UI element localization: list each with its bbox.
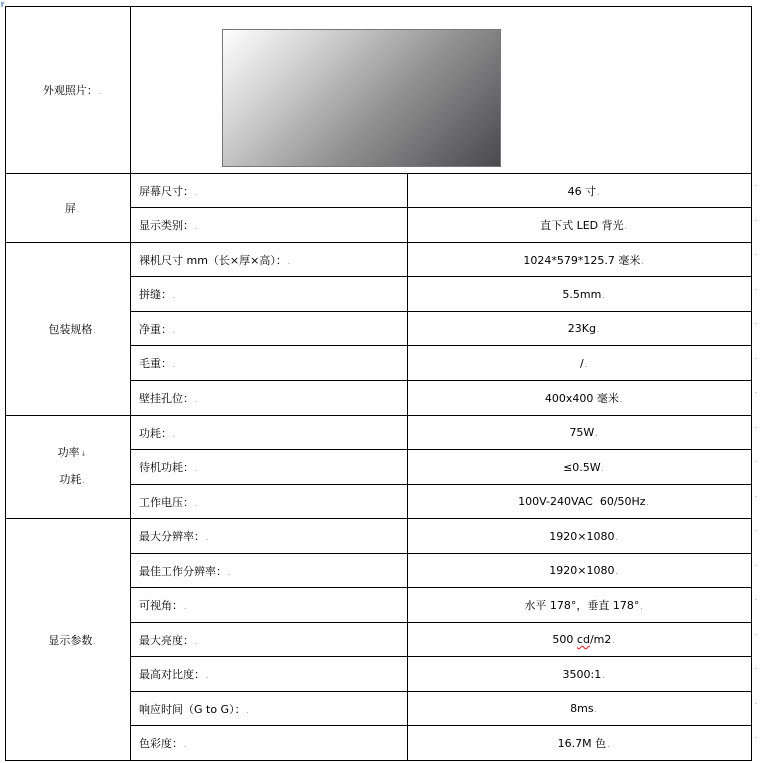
product-photo [222,29,501,167]
table-row [6,174,752,208]
spec-value: 5.5mm. [408,277,752,312]
spec-value: 16.7M 色. [408,726,752,761]
spec-label: 屏幕尺寸：. [131,174,408,208]
spec-value: 400x400 毫米. [408,381,752,416]
spec-label: 功耗：. [131,416,408,450]
page-corner-mark: ╔ [0,0,5,7]
spec-value: 46 寸. [408,174,752,208]
spec-label: 工作电压：. [131,485,408,519]
spec-value: 500 cd/m2. [408,623,752,657]
spec-value: 1920×1080. [408,519,752,554]
spec-table [5,6,752,761]
spec-value: 75W. [408,416,752,450]
spec-label: 响应时间（G to G）：. [131,692,408,726]
category-display: 显示参数. [6,519,131,761]
spec-value: 8ms. [408,692,752,726]
spec-label: 裸机尺寸 mm（长×厚×高）：. [131,243,408,277]
category-screen: 屏. [6,174,131,243]
spec-label: 壁挂孔位：. [131,381,408,416]
spec-value: 1920×1080. [408,554,752,588]
spec-value: ≤0.5W. [408,450,752,485]
spec-label: 色彩度：. [131,726,408,761]
spec-value: /. [408,346,752,381]
spec-label: 最高对比度：. [131,657,408,692]
table-row [6,519,752,554]
spec-value: 100V-240VAC 60/50Hz. [408,485,752,519]
category-power: 功率↓ 功耗. [6,416,131,519]
category-packaging: 包装规格. [6,243,131,416]
spellcheck-underlined-text: cd [576,633,590,646]
table-row [6,243,752,277]
row-end-marks: . . . . . . . . . . . . . . . . . [755,180,758,740]
spec-value: 1024*579*125.7 毫米. [408,243,752,277]
spec-value: 直下式 LED 背光. [408,208,752,243]
spec-label: 拼缝：. [131,277,408,312]
spec-label: 最大亮度：. [131,623,408,657]
spec-label: 可视角：. [131,588,408,623]
spec-label: 最大分辨率：. [131,519,408,554]
spec-label: 最佳工作分辨率：. [131,554,408,588]
appearance-photo-cell [131,7,752,174]
spec-label: 毛重：. [131,346,408,381]
spec-label: 显示类别：. [131,208,408,243]
spec-value: 23Kg. [408,312,752,346]
spec-value: 3500:1. [408,657,752,692]
appearance-label: 外观照片： [42,84,98,97]
spec-value: 水平 178°，垂直 178°. [408,588,752,623]
table-row [6,416,752,450]
appearance-label-cell: 外观照片：. [6,7,131,174]
spec-label: 待机功耗：. [131,450,408,485]
spec-label: 净重：. [131,312,408,346]
appearance-row [6,7,752,174]
